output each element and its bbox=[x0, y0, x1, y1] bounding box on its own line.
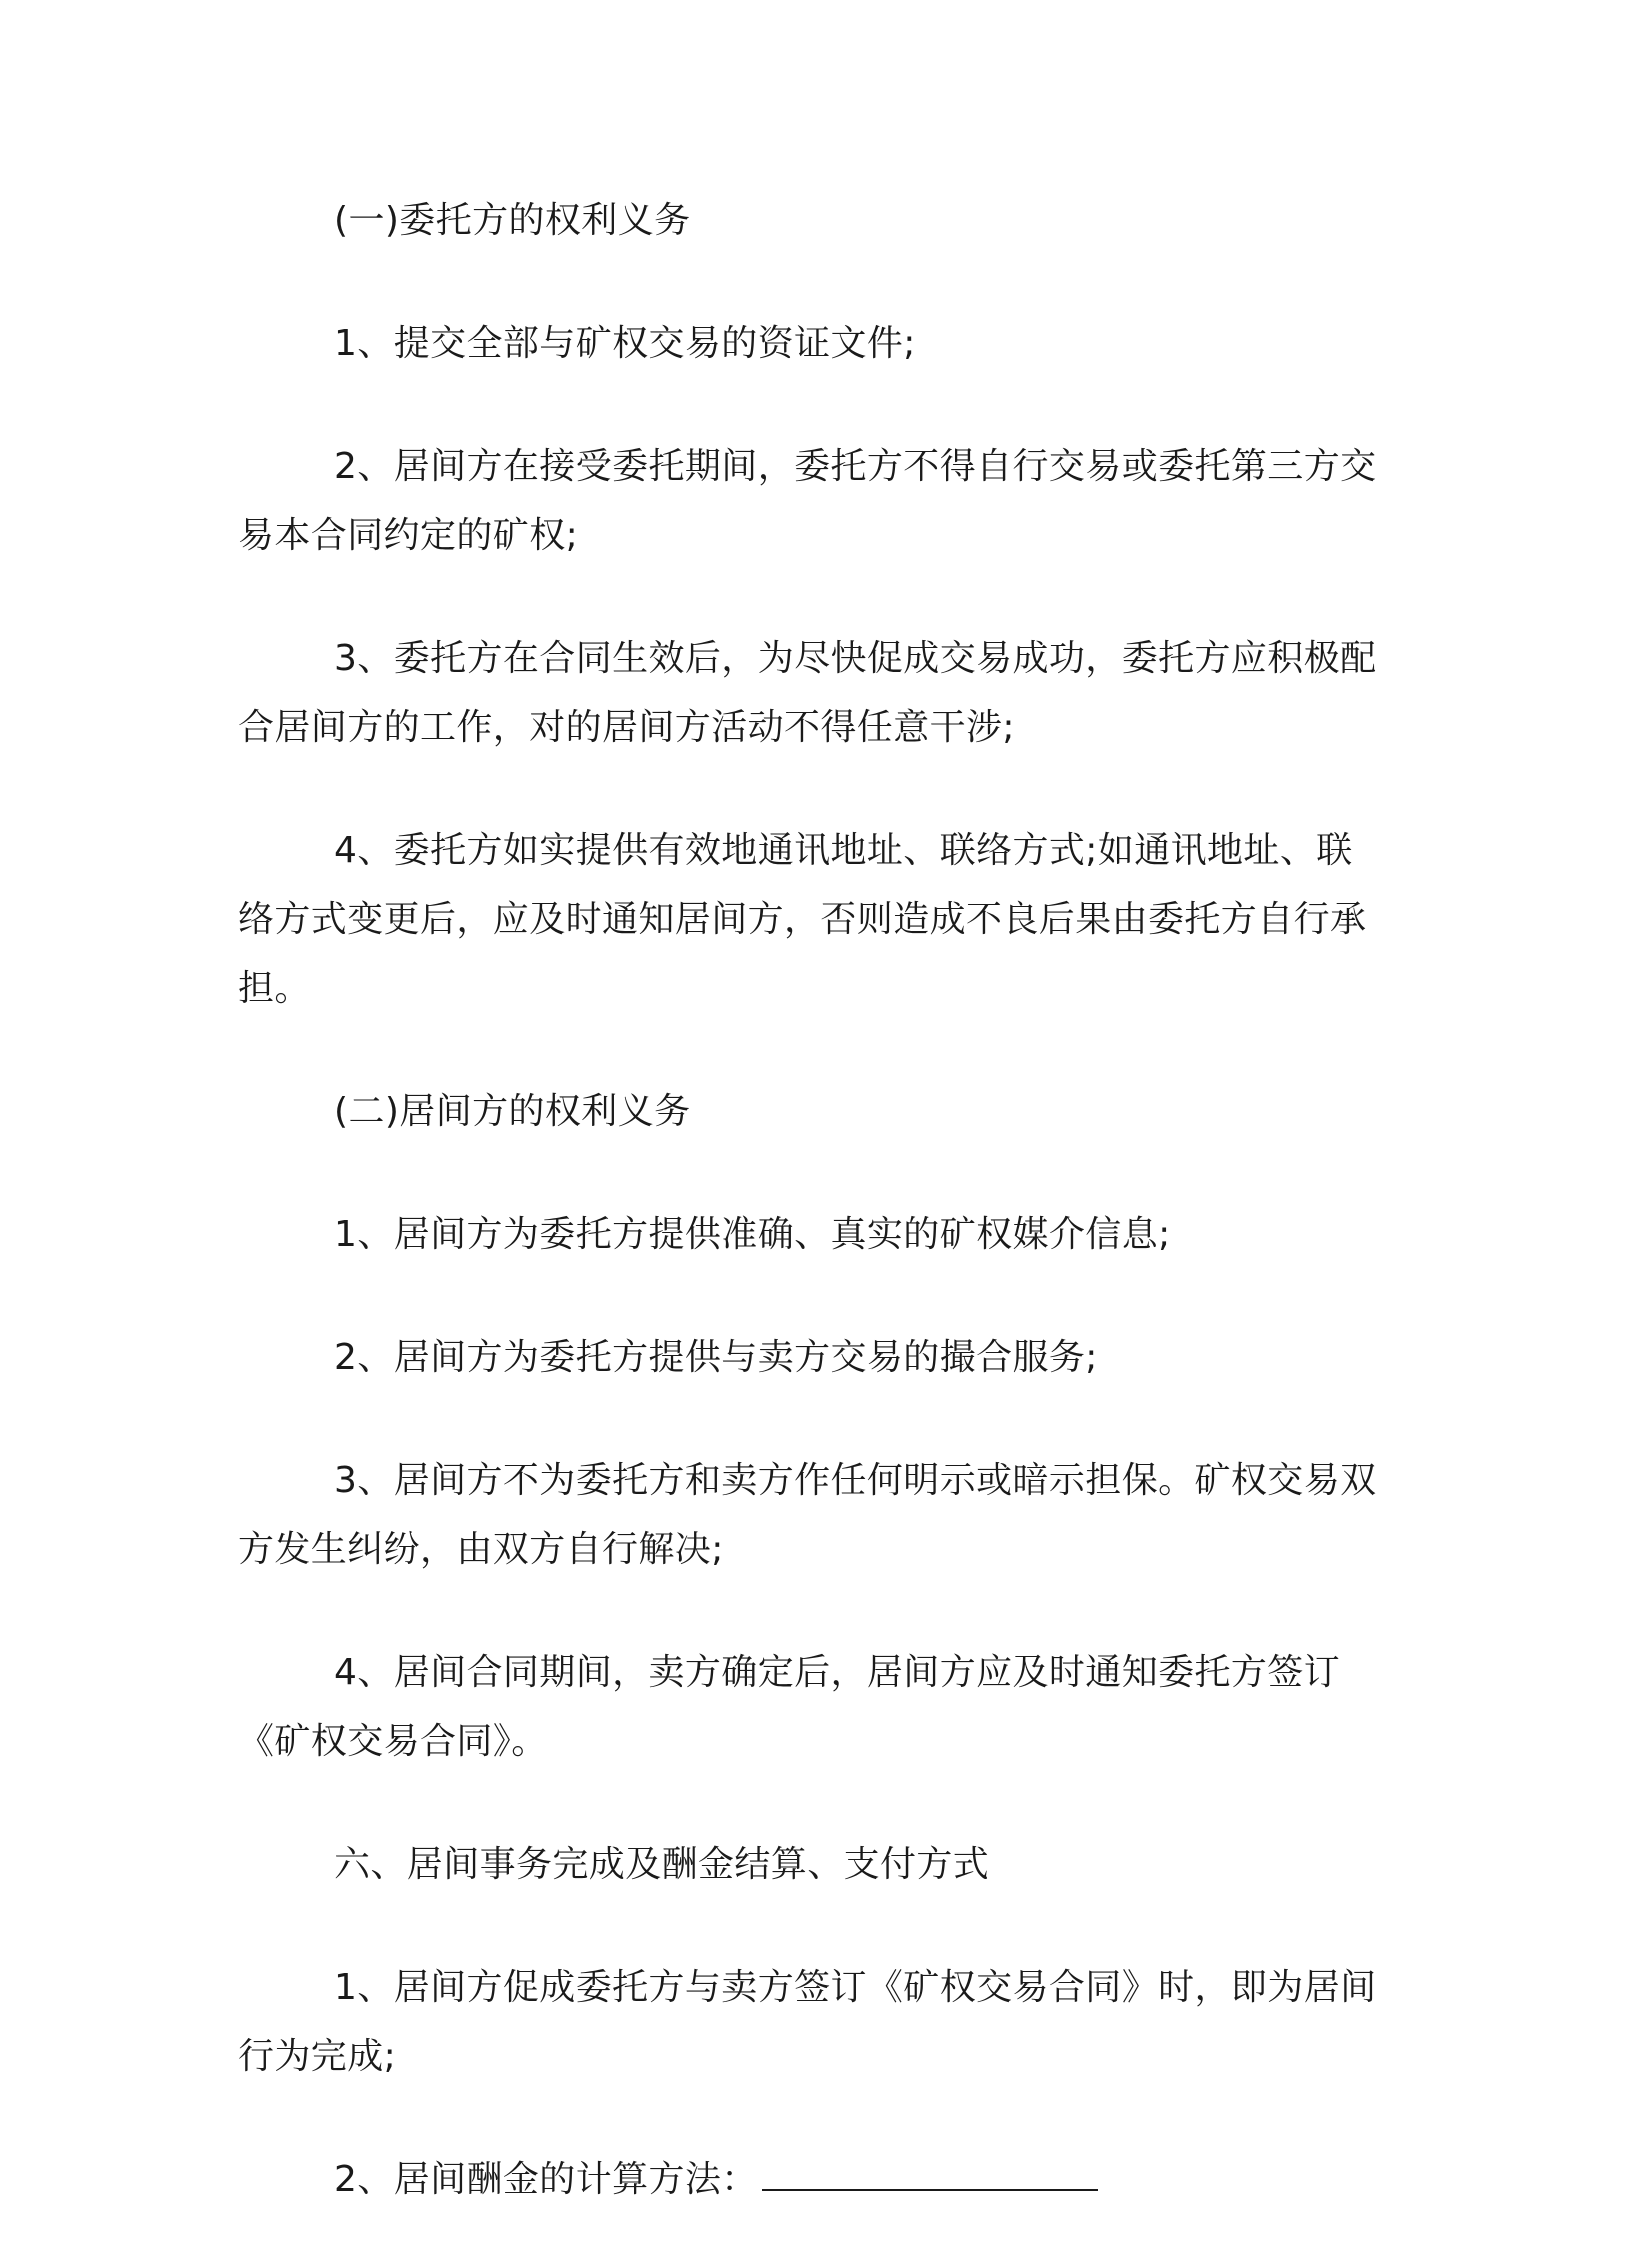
clause-intermediary-4: 4、居间合同期间，卖方确定后，居间方应及时通知委托方签订《矿权交易合同》。 bbox=[238, 1652, 1341, 1762]
clause-intermediary-1: 1、居间方为委托方提供准确、真实的矿权媒介信息; bbox=[334, 1214, 1171, 1255]
clause-client-3: 3、委托方在合同生效后，为尽快促成交易成功，委托方应积极配合居间方的工作，对的居间方活动不得任意干涉; bbox=[238, 638, 1377, 748]
clause-completion-2 bbox=[238, 2145, 1378, 2214]
section-heading-client-rights: (一)委托方的权利义务 bbox=[334, 200, 691, 241]
clause-completion-2-text: 2、居间酬金的计算方法： bbox=[334, 2159, 758, 2200]
clause-client-2: 2、居间方在接受委托期间，委托方不得自行交易或委托第三方交易本合同约定的矿权; bbox=[238, 446, 1377, 556]
clause-client-4: 4、委托方如实提供有效地通讯地址、联络方式;如通讯地址、联络方式变更后，应及时通知居间方，否则造成不良后果由委托方自行承担。 bbox=[238, 830, 1367, 1009]
fill-in-blank-line bbox=[762, 2153, 1098, 2191]
section-heading-completion-payment: 六、居间事务完成及酬金结算、支付方式 bbox=[334, 1844, 990, 1885]
clause-client-1: 1、提交全部与矿权交易的资证文件; bbox=[334, 323, 916, 364]
document-body bbox=[238, 186, 1378, 2268]
clause-completion-1: 1、居间方促成委托方与卖方签订《矿权交易合同》时，即为居间行为完成; bbox=[238, 1967, 1377, 2077]
section-heading-intermediary-rights: (二)居间方的权利义务 bbox=[334, 1091, 691, 1132]
clause-intermediary-2: 2、居间方为委托方提供与卖方交易的撮合服务; bbox=[334, 1337, 1098, 1378]
clause-intermediary-3: 3、居间方不为委托方和卖方作任何明示或暗示担保。矿权交易双方发生纠纷，由双方自行解决; bbox=[238, 1460, 1377, 1570]
